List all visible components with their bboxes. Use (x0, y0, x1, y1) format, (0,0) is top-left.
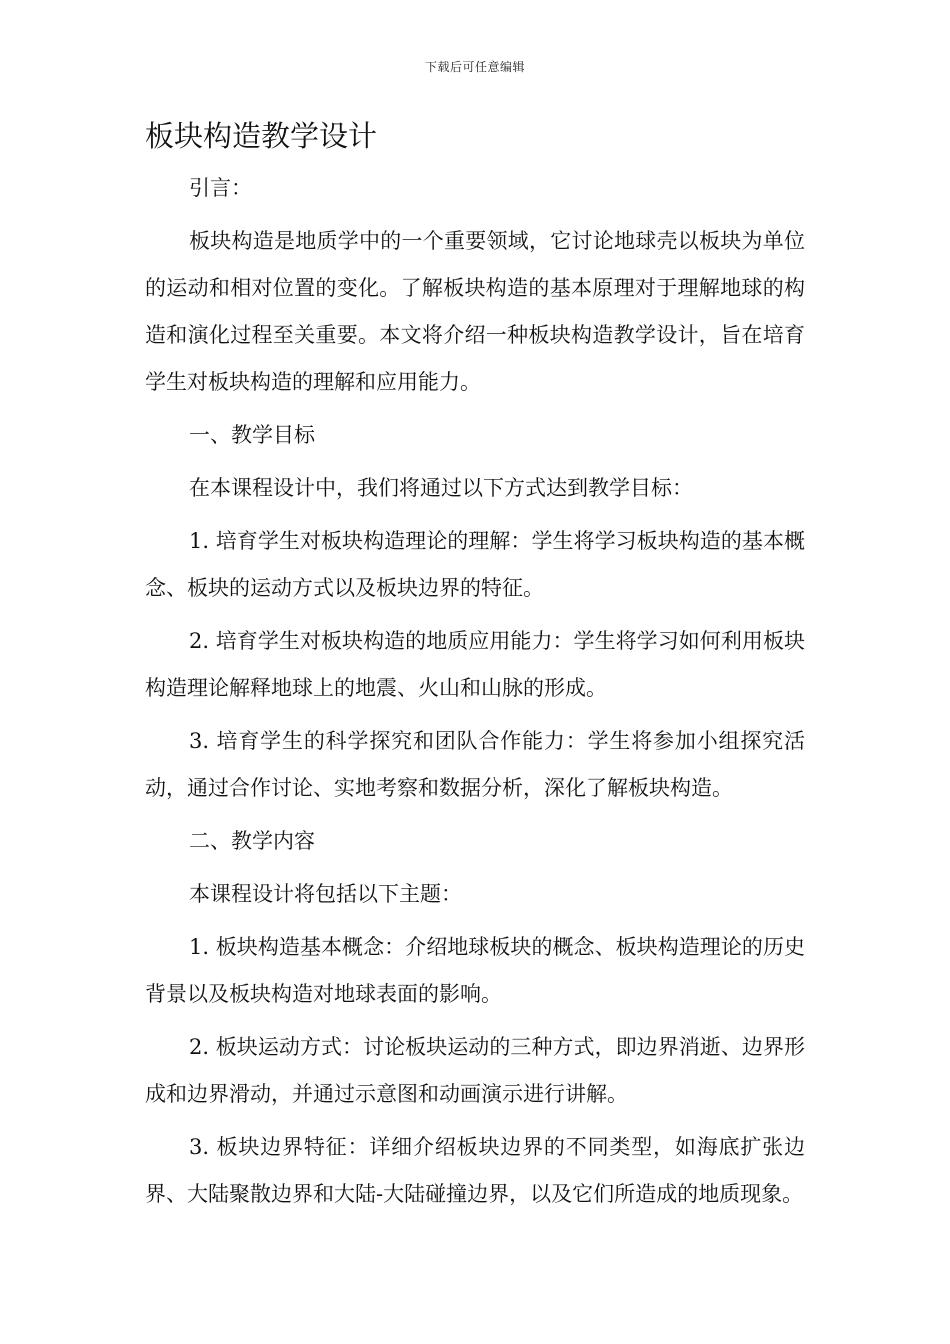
paragraph-intro-heading: 引言： (189, 176, 252, 200)
document-body (145, 165, 805, 1224)
list-item-goal-3: 3. 培育学生的科学探究和团队合作能力：学生将参加小组探究活动，通过合作讨论、实地考察和数据分析，深化了解板块构造。 (145, 729, 805, 800)
list-item-goal-1: 1. 培育学生对板块构造理论的理解：学生将学习板块构造的基本概念、板块的运动方式以及板块边界的特征。 (145, 529, 805, 600)
section-heading-goals: 一、教学目标 (189, 423, 315, 447)
list-item-content-1: 1. 板块构造基本概念：介绍地球板块的概念、板块构造理论的历史背景以及板块构造对地球表面的影响。 (145, 935, 805, 1006)
document-title: 板块构造教学设计 (145, 119, 378, 153)
list-item-content-2: 2. 板块运动方式：讨论板块运动的三种方式，即边界消逝、边界形成和边界滑动，并通过示意图和动画演示进行讲解。 (145, 1035, 805, 1106)
paragraph-content-intro: 本课程设计将包括以下主题： (189, 882, 462, 906)
list-item-goal-2: 2. 培育学生对板块构造的地质应用能力：学生将学习如何利用板块构造理论解释地球上的地震、火山和山脉的形成。 (145, 629, 805, 700)
header-note: 下载后可任意编辑 (424, 60, 525, 74)
list-item-content-3: 3. 板块边界特征：详细介绍板块边界的不同类型，如海底扩张边界、大陆聚散边界和大陆-大陆碰撞边界，以及它们所造成的地质现象。 (145, 1135, 805, 1206)
paragraph-intro-text: 板块构造是地质学中的一个重要领域，它讨论地球壳以板块为单位的运动和相对位置的变化。了解板块构造的基本原理对于理解地球的构造和演化过程至关重要。本文将介绍一种板块构造教学设计，旨在培育学生对板块构造的理解和应用能力。 (145, 229, 805, 394)
paragraph-goals-intro: 在本课程设计中，我们将通过以下方式达到教学目标： (189, 476, 693, 500)
section-heading-content: 二、教学内容 (189, 829, 315, 853)
